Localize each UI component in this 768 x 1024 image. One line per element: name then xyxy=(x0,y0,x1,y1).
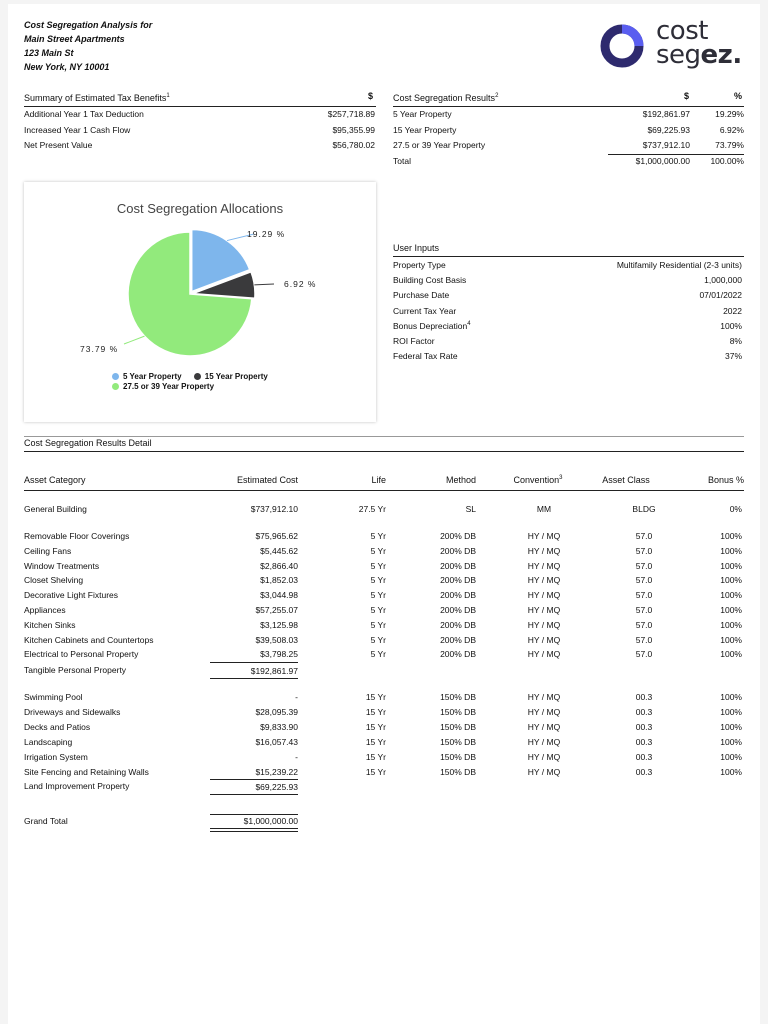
detail-row-method: 150% DB xyxy=(440,737,476,747)
detail-row-convention: HY / MQ xyxy=(527,590,561,601)
detail-row-method: 200% DB xyxy=(440,560,476,571)
chart-legend xyxy=(112,372,268,391)
detail-row-method: 200% DB xyxy=(440,649,476,660)
detail-row-bonus: 100% xyxy=(720,692,742,702)
detail-row-name: Window Treatments xyxy=(24,560,100,571)
results-row-label: 15 Year Property xyxy=(393,124,457,135)
land-total-rule xyxy=(210,794,298,795)
detail-row-life: 15 Yr xyxy=(365,722,386,732)
detail-row-life: 5 Yr xyxy=(370,590,386,601)
detail-row-method: SL xyxy=(465,504,476,514)
detail-row-bonus: 100% xyxy=(720,575,742,586)
detail-row-convention: HY / MQ xyxy=(527,752,561,762)
detail-row-life: 5 Yr xyxy=(370,649,386,660)
detail-row-life: 15 Yr xyxy=(365,707,386,717)
user-input-value: 07/01/2022 xyxy=(699,290,742,301)
user-inputs-title: User Inputs xyxy=(393,243,440,253)
detail-row-name: Kitchen Cabinets and Countertops xyxy=(24,634,154,645)
detail-row-method: 200% DB xyxy=(440,531,476,541)
detail-row-asset-class: 00.3 xyxy=(635,737,653,747)
detail-row-life: 5 Yr xyxy=(370,560,386,571)
grand-total-label: Grand Total xyxy=(24,816,68,826)
detail-row-bonus: 0% xyxy=(729,504,742,514)
detail-row-method: 150% DB xyxy=(440,692,476,702)
results-row-value: $69,225.93 xyxy=(647,124,690,135)
pie-leader-line xyxy=(124,336,145,344)
summary-row-value: $95,355.99 xyxy=(332,124,375,135)
user-input-label: Purchase Date xyxy=(393,290,450,301)
detail-row-name: Removable Floor Coverings xyxy=(24,531,130,541)
tangible-total-cost: $192,861.97 xyxy=(250,666,298,676)
detail-row-cost: - xyxy=(295,752,298,762)
detail-row-asset-class: 00.3 xyxy=(635,692,653,702)
detail-row-bonus: 100% xyxy=(720,707,742,717)
user-inputs-rule xyxy=(393,256,744,257)
user-input-value: 8% xyxy=(729,336,742,346)
detail-row-method: 200% DB xyxy=(440,575,476,586)
pie-data-label: 6.92 % xyxy=(284,279,317,289)
pie-data-label: 19.29 % xyxy=(247,229,286,239)
grand-total-cost: $1,000,000.00 xyxy=(243,816,298,826)
detail-row-name: Ceiling Fans xyxy=(24,545,72,556)
detail-row-method: 150% DB xyxy=(440,752,476,762)
detail-header-rule xyxy=(24,490,744,491)
results-total-rule xyxy=(608,154,744,155)
report-title-line-2: Main Street Apartments xyxy=(24,34,125,44)
summary-row-label: Additional Year 1 Tax Deduction xyxy=(24,109,144,119)
detail-row-cost: $2,866.40 xyxy=(260,560,298,571)
detail-row-name: General Building xyxy=(24,504,87,514)
detail-row-life: 5 Yr xyxy=(370,634,386,645)
detail-row-name: Kitchen Sinks xyxy=(24,619,76,630)
grand-total-double-rule xyxy=(210,831,298,832)
detail-row-cost: $5,445.62 xyxy=(260,545,298,556)
results-title: Cost Segregation Results$^2$ xyxy=(393,93,499,103)
summary-header-rule xyxy=(24,106,376,107)
detail-row-method: 200% DB xyxy=(440,634,476,645)
tangible-total-rule xyxy=(210,678,298,679)
detail-row-name: Irrigation System xyxy=(24,752,88,762)
detail-row-asset-class: 00.3 xyxy=(635,722,653,732)
detail-row-bonus: 100% xyxy=(720,531,742,541)
detail-row-asset-class: 00.3 xyxy=(635,707,653,717)
detail-row-name: Site Fencing and Retaining Walls xyxy=(24,767,149,777)
results-header-rule xyxy=(393,106,744,107)
detail-row-name: Swimming Pool xyxy=(24,692,83,702)
detail-row-asset-class: 57.0 xyxy=(635,590,653,601)
land-total-cost: $69,225.93 xyxy=(255,782,298,792)
user-input-label: Building Cost Basis xyxy=(393,275,467,286)
detail-row-convention: HY / MQ xyxy=(527,722,561,732)
detail-row-bonus: 100% xyxy=(720,722,742,732)
detail-row-method: 200% DB xyxy=(440,619,476,630)
detail-row-cost: $3,044.98 xyxy=(260,590,298,601)
address-line-2: New York, NY 10001 xyxy=(24,62,110,72)
detail-row-asset-class: 57.0 xyxy=(635,560,653,571)
user-input-value: 37% xyxy=(724,351,742,362)
detail-row-convention: HY / MQ xyxy=(527,605,561,615)
summary-row-value: $257,718.89 xyxy=(327,109,375,119)
detail-row-cost: $3,125.98 xyxy=(260,619,298,630)
summary-col-dollar: $ xyxy=(368,91,374,101)
results-row-pct: 6.92% xyxy=(719,124,744,135)
legend-item-5yr: 5 Year Property xyxy=(112,372,182,381)
detail-title-rule xyxy=(24,451,744,452)
detail-row-convention: HY / MQ xyxy=(527,560,561,571)
user-input-value: Multifamily Residential (2-3 units) xyxy=(616,260,742,270)
address-line-1: 123 Main St xyxy=(24,48,74,58)
detail-row-cost: $1,852.03 xyxy=(260,575,298,586)
detail-row-convention: HY / MQ xyxy=(527,634,561,645)
detail-row-convention: HY / MQ xyxy=(527,707,561,717)
results-row-label: Total xyxy=(393,155,411,166)
detail-row-life: 15 Yr xyxy=(365,752,386,762)
summary-row-label: Net Present Value xyxy=(24,140,93,150)
detail-row-asset-class: 57.0 xyxy=(635,649,653,660)
legend-item-15yr: 15 Year Property xyxy=(194,372,268,381)
detail-row-bonus: 100% xyxy=(720,605,742,615)
detail-row-convention: HY / MQ xyxy=(527,649,561,660)
user-input-label: Property Type xyxy=(393,260,446,270)
summary-row-label: Increased Year 1 Cash Flow xyxy=(24,124,131,135)
detail-row-life: 15 Yr xyxy=(365,737,386,747)
detail-row-method: 150% DB xyxy=(440,722,476,732)
pie-data-label: 73.79 % xyxy=(80,344,119,354)
detail-row-asset-class: 57.0 xyxy=(635,545,653,556)
col-convention: Convention$^3$ xyxy=(513,475,563,485)
results-col-dollar: $ xyxy=(684,91,690,101)
detail-row-convention: HY / MQ xyxy=(527,692,561,702)
detail-top-rule xyxy=(24,436,744,437)
results-row-value: $192,861.97 xyxy=(642,109,690,119)
results-row-label: 5 Year Property xyxy=(393,109,452,119)
detail-row-convention: HY / MQ xyxy=(527,545,561,556)
col-bonus: Bonus % xyxy=(707,475,744,485)
detail-row-bonus: 100% xyxy=(720,634,742,645)
detail-row-life: 5 Yr xyxy=(370,545,386,556)
detail-row-bonus: 100% xyxy=(720,619,742,630)
detail-row-life: 5 Yr xyxy=(370,605,386,615)
detail-row-asset-class: 57.0 xyxy=(635,531,653,541)
detail-row-method: 150% DB xyxy=(440,767,476,777)
detail-row-life: 15 Yr xyxy=(365,767,386,777)
allocation-chart-card xyxy=(24,182,376,422)
detail-row-cost: - xyxy=(295,692,298,702)
results-row-pct: 19.29% xyxy=(715,109,744,119)
results-row-label: 27.5 or 39 Year Property xyxy=(393,140,486,150)
detail-row-name: Decorative Light Fixtures xyxy=(24,590,119,601)
results-row-pct: 73.79% xyxy=(715,140,744,150)
legend-item-27yr: 27.5 or 39 Year Property xyxy=(112,382,268,391)
detail-row-cost: $75,965.62 xyxy=(255,531,298,541)
detail-row-life: 15 Yr xyxy=(365,692,386,702)
detail-row-cost: $39,508.03 xyxy=(255,634,298,645)
tangible-total-label: Tangible Personal Property xyxy=(24,665,127,675)
detail-row-life: 5 Yr xyxy=(370,575,386,586)
summary-row-value: $56,780.02 xyxy=(332,140,375,150)
report-page xyxy=(8,4,760,1024)
detail-row-life: 27.5 Yr xyxy=(358,504,386,514)
col-method: Method xyxy=(445,475,476,485)
detail-row-name: Closet Shelving xyxy=(24,575,84,586)
results-row-value: $1,000,000.00 xyxy=(635,155,690,166)
detail-row-asset-class: 00.3 xyxy=(635,767,653,777)
results-row-value: $737,912.10 xyxy=(642,140,690,150)
detail-row-asset-class: 00.3 xyxy=(635,752,653,762)
user-input-label: Current Tax Year xyxy=(393,305,457,316)
detail-row-cost: $737,912.10 xyxy=(250,504,298,514)
logo-word-cost: cost xyxy=(656,16,708,46)
results-col-pct: % xyxy=(734,91,743,101)
detail-row-convention: HY / MQ xyxy=(527,737,561,747)
detail-row-bonus: 100% xyxy=(720,752,742,762)
detail-row-cost: $28,095.39 xyxy=(255,707,298,717)
detail-row-convention: MM xyxy=(536,504,552,514)
detail-row-method: 200% DB xyxy=(440,590,476,601)
detail-row-convention: HY / MQ xyxy=(527,575,561,586)
detail-title: Cost Segregation Results Detail xyxy=(24,438,152,448)
land-total-label: Land Improvement Property xyxy=(24,781,130,791)
grand-total-top-rule xyxy=(210,814,298,815)
detail-row-convention: HY / MQ xyxy=(527,767,561,777)
detail-row-cost: $57,255.07 xyxy=(255,605,298,615)
detail-row-cost: $15,239.22 xyxy=(255,767,298,777)
detail-row-bonus: 100% xyxy=(720,560,742,571)
detail-row-asset-class: BLDG xyxy=(632,504,656,514)
summary-title: Summary of Estimated Tax Benefits$^1$ xyxy=(24,93,170,103)
col-asset-class: Asset Class xyxy=(602,475,650,485)
detail-row-method: 200% DB xyxy=(440,545,476,556)
tangible-subtotal-rule xyxy=(210,662,298,663)
detail-row-bonus: 100% xyxy=(720,737,742,747)
detail-row-name: Electrical to Personal Property xyxy=(24,649,139,660)
user-input-label: ROI Factor xyxy=(393,336,435,346)
report-title-line-1: Cost Segregation Analysis for xyxy=(24,20,153,30)
detail-row-asset-class: 57.0 xyxy=(635,619,653,630)
pie-leader-line xyxy=(254,284,274,285)
detail-row-asset-class: 57.0 xyxy=(635,605,653,615)
detail-row-name: Appliances xyxy=(24,605,66,615)
results-row-pct: 100.00% xyxy=(710,155,744,166)
detail-row-asset-class: 57.0 xyxy=(635,575,653,586)
detail-row-method: 150% DB xyxy=(440,707,476,717)
logo-ring-icon xyxy=(598,20,648,70)
user-input-value: 2022 xyxy=(723,305,742,316)
user-input-value: 100% xyxy=(720,320,742,331)
user-input-label: Federal Tax Rate xyxy=(393,351,458,362)
col-estimated-cost: Estimated Cost xyxy=(236,475,298,485)
detail-row-bonus: 100% xyxy=(720,590,742,601)
detail-row-asset-class: 57.0 xyxy=(635,634,653,645)
col-asset-category: Asset Category xyxy=(24,475,86,485)
detail-row-bonus: 100% xyxy=(720,649,742,660)
detail-row-convention: HY / MQ xyxy=(527,619,561,630)
detail-row-method: 200% DB xyxy=(440,605,476,615)
detail-row-name: Landscaping xyxy=(24,737,73,747)
detail-row-cost: $9,833.90 xyxy=(260,722,298,732)
detail-row-cost: $3,798.25 xyxy=(260,649,298,660)
costsegez-logo xyxy=(598,16,748,70)
detail-row-life: 5 Yr xyxy=(370,531,386,541)
legend-row-1 xyxy=(112,372,268,381)
detail-row-bonus: 100% xyxy=(720,767,742,777)
grand-total-rule xyxy=(210,828,298,829)
detail-row-convention: HY / MQ xyxy=(527,531,561,541)
detail-row-life: 5 Yr xyxy=(370,619,386,630)
col-life: Life xyxy=(371,475,386,485)
user-input-value: 1,000,000 xyxy=(704,275,742,286)
detail-row-cost: $16,057.43 xyxy=(255,737,298,747)
detail-row-name: Driveways and Sidewalks xyxy=(24,707,121,717)
detail-row-bonus: 100% xyxy=(720,545,742,556)
land-subtotal-rule xyxy=(210,779,298,780)
logo-word-seg: segez. xyxy=(656,40,742,70)
detail-row-name: Decks and Patios xyxy=(24,722,91,732)
user-input-label: Bonus Depreciation$^4$ xyxy=(393,320,471,331)
chart-title: Cost Segregation Allocations xyxy=(116,201,284,216)
